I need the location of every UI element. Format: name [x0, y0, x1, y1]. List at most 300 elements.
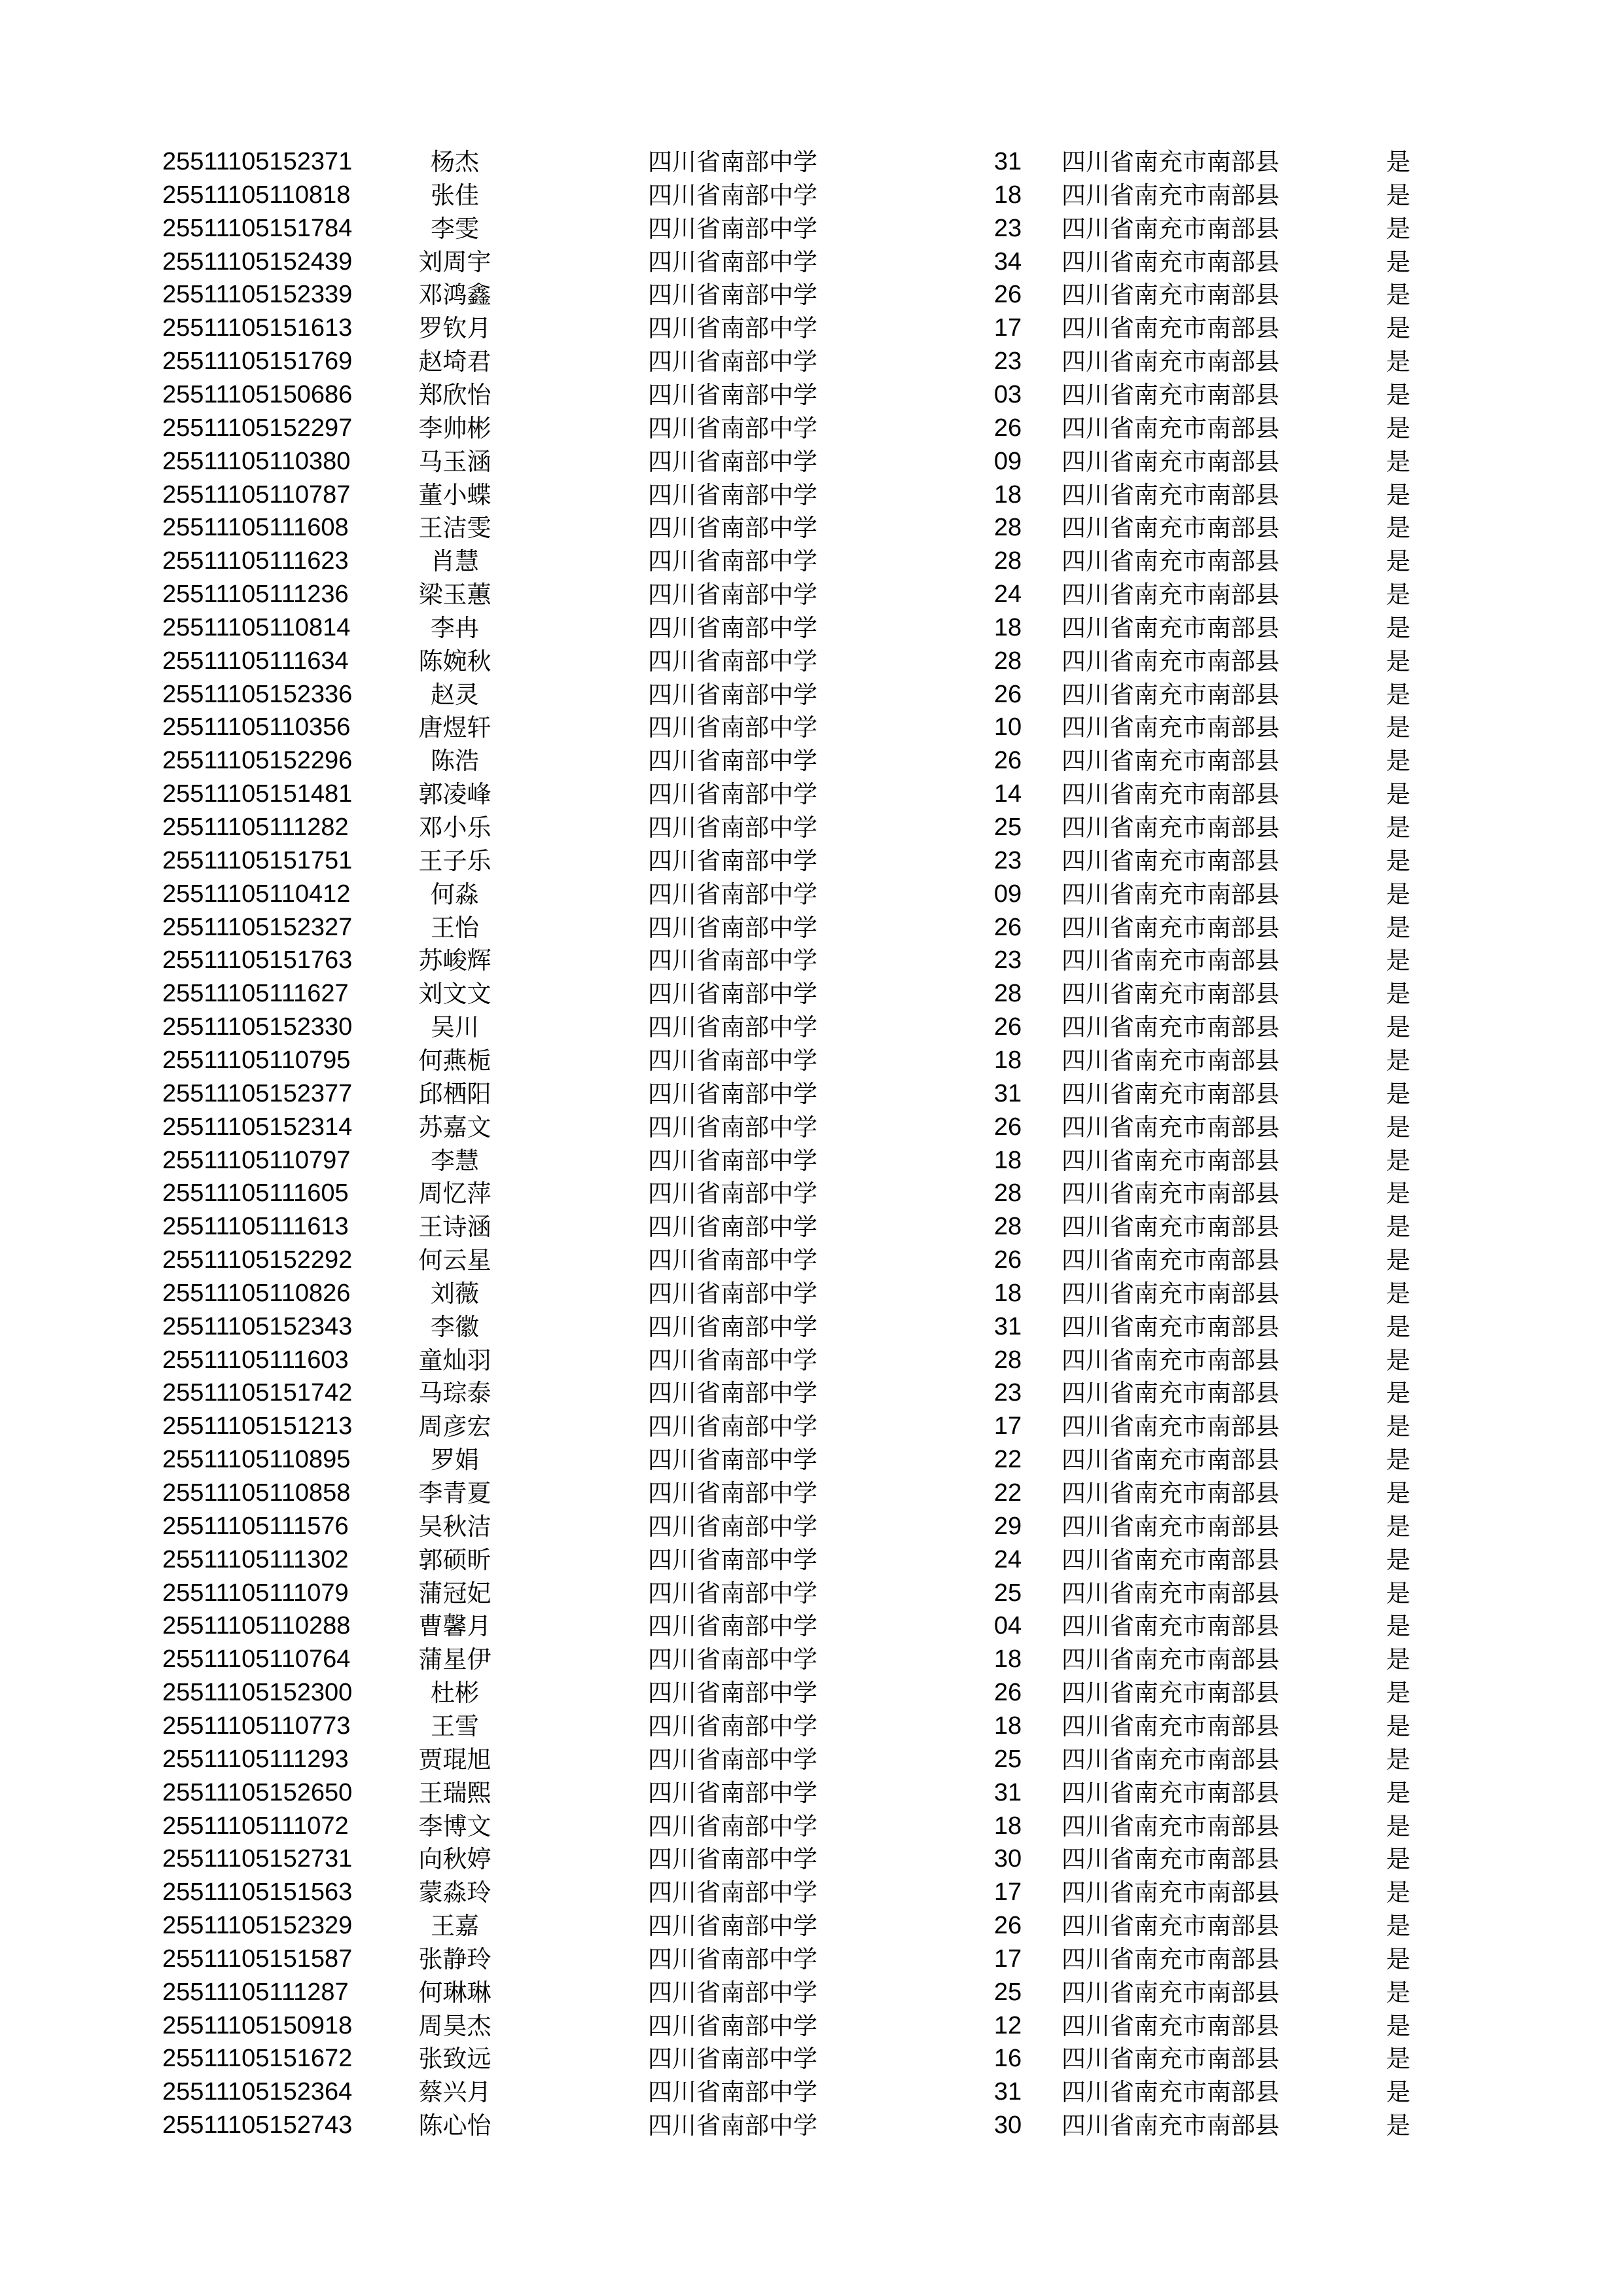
- number-cell: 23: [993, 214, 1022, 242]
- exam-number-cell: 25511105110773: [162, 1712, 351, 1740]
- school-cell: 四川省南部中学: [648, 680, 817, 709]
- table-row: [0, 1743, 1623, 1776]
- student-name-cell: 蒲冠妃: [418, 1579, 491, 1607]
- exam-number-cell: 25511105111634: [162, 647, 349, 675]
- flag-cell: 是: [1386, 1679, 1410, 1708]
- student-name-cell: 蔡兴月: [418, 2078, 491, 2107]
- number-cell: 17: [993, 1878, 1022, 1907]
- table-row: [0, 1710, 1623, 1743]
- student-name-cell: 李徽: [431, 1312, 479, 1341]
- school-cell: 四川省南部中学: [648, 946, 817, 975]
- flag-cell: 是: [1386, 1945, 1410, 1973]
- exam-number-cell: 25511105152343: [162, 1312, 353, 1340]
- student-name-cell: 何燕栀: [418, 1046, 491, 1075]
- school-cell: 四川省南部中学: [648, 713, 817, 742]
- region-cell: 四川省南充市南部县: [1061, 814, 1279, 842]
- region-cell: 四川省南充市南部县: [1061, 281, 1279, 310]
- region-cell: 四川省南充市南部县: [1061, 1013, 1279, 1042]
- student-name-cell: 李雯: [431, 214, 479, 243]
- flag-cell: 是: [1386, 1412, 1410, 1441]
- exam-number-cell: 25511105152371: [162, 148, 353, 175]
- exam-number-cell: 25511105152292: [162, 1246, 353, 1274]
- number-cell: 18: [993, 613, 1022, 641]
- exam-number-cell: 25511105111623: [162, 547, 349, 575]
- region-cell: 四川省南充市南部县: [1061, 480, 1279, 509]
- region-cell: 四川省南充市南部县: [1061, 846, 1279, 875]
- school-cell: 四川省南部中学: [648, 1845, 817, 1874]
- flag-cell: 是: [1386, 281, 1410, 310]
- region-cell: 四川省南充市南部县: [1061, 1246, 1279, 1275]
- number-cell: 28: [993, 1346, 1022, 1374]
- region-cell: 四川省南充市南部县: [1061, 1645, 1279, 1674]
- school-cell: 四川省南部中学: [648, 181, 817, 209]
- exam-number-cell: 25511105110795: [162, 1046, 351, 1074]
- table-row: [0, 1510, 1623, 1543]
- flag-cell: 是: [1386, 1912, 1410, 1941]
- region-cell: 四川省南充市南部县: [1061, 980, 1279, 1009]
- exam-number-cell: 25511105151763: [162, 946, 353, 975]
- school-cell: 四川省南部中学: [648, 2078, 817, 2107]
- number-cell: 26: [993, 680, 1022, 708]
- table-row: [0, 1609, 1623, 1643]
- student-name-cell: 郭硕昕: [418, 1545, 491, 1574]
- flag-cell: 是: [1386, 581, 1410, 609]
- student-name-cell: 刘文文: [418, 980, 491, 1009]
- number-cell: 25: [993, 814, 1022, 841]
- table-row: [0, 811, 1623, 844]
- school-cell: 四川省南部中学: [648, 1079, 817, 1108]
- region-cell: 四川省南充市南部县: [1061, 1845, 1279, 1874]
- number-cell: 24: [993, 581, 1022, 609]
- number-cell: 25: [993, 1978, 1022, 2006]
- table-row: [0, 645, 1623, 678]
- student-name-cell: 马琮泰: [418, 1379, 491, 1408]
- exam-number-cell: 25511105110858: [162, 1479, 351, 1507]
- flag-cell: 是: [1386, 1013, 1410, 1042]
- student-name-cell: 陈婉秋: [418, 647, 491, 675]
- table-row: [0, 212, 1623, 245]
- table-row: [0, 1543, 1623, 1577]
- school-cell: 四川省南部中学: [648, 1545, 817, 1574]
- table-row: [0, 711, 1623, 744]
- exam-number-cell: 25511105110814: [162, 613, 351, 641]
- number-cell: 26: [993, 281, 1022, 309]
- school-cell: 四川省南部中学: [648, 1712, 817, 1740]
- school-cell: 四川省南部中学: [648, 1945, 817, 1973]
- exam-number-cell: 25511105152300: [162, 1679, 353, 1707]
- region-cell: 四川省南充市南部县: [1061, 1778, 1279, 1807]
- table-row: [0, 678, 1623, 711]
- table-row: [0, 179, 1623, 212]
- region-cell: 四川省南充市南部县: [1061, 1046, 1279, 1075]
- number-cell: 18: [993, 1712, 1022, 1740]
- exam-number-cell: 25511105111605: [162, 1179, 349, 1208]
- flag-cell: 是: [1386, 814, 1410, 842]
- table-row: [0, 1943, 1623, 1976]
- school-cell: 四川省南部中学: [648, 247, 817, 276]
- region-cell: 四川省南充市南部县: [1061, 880, 1279, 908]
- number-cell: 28: [993, 647, 1022, 675]
- school-cell: 四川省南部中学: [648, 1679, 817, 1708]
- flag-cell: 是: [1386, 1745, 1410, 1774]
- flag-cell: 是: [1386, 1446, 1410, 1475]
- table-row: [0, 2009, 1623, 2043]
- number-cell: 17: [993, 314, 1022, 342]
- number-cell: 18: [993, 480, 1022, 509]
- number-cell: 31: [993, 1312, 1022, 1340]
- region-cell: 四川省南充市南部县: [1061, 647, 1279, 675]
- number-cell: 18: [993, 181, 1022, 209]
- number-cell: 17: [993, 1945, 1022, 1973]
- number-cell: 24: [993, 1545, 1022, 1573]
- flag-cell: 是: [1386, 1512, 1410, 1541]
- table-row: [0, 1376, 1623, 1410]
- number-cell: 23: [993, 348, 1022, 376]
- flag-cell: 是: [1386, 247, 1410, 276]
- flag-cell: 是: [1386, 1812, 1410, 1840]
- exam-number-cell: 25511105152731: [162, 1845, 353, 1873]
- number-cell: 30: [993, 2111, 1022, 2140]
- school-cell: 四川省南部中学: [648, 148, 817, 176]
- student-name-cell: 周忆萍: [418, 1179, 491, 1208]
- school-cell: 四川省南部中学: [648, 1246, 817, 1275]
- school-cell: 四川省南部中学: [648, 880, 817, 908]
- exam-number-cell: 25511105111236: [162, 581, 349, 609]
- exam-number-cell: 25511105111613: [162, 1213, 349, 1241]
- flag-cell: 是: [1386, 1978, 1410, 2007]
- student-name-cell: 邱栖阳: [418, 1079, 491, 1108]
- flag-cell: 是: [1386, 846, 1410, 875]
- student-name-cell: 王雪: [431, 1712, 479, 1740]
- region-cell: 四川省南充市南部县: [1061, 946, 1279, 975]
- flag-cell: 是: [1386, 2078, 1410, 2107]
- exam-number-cell: 25511105110764: [162, 1645, 351, 1674]
- region-cell: 四川省南充市南部县: [1061, 713, 1279, 742]
- exam-number-cell: 25511105151587: [162, 1945, 353, 1973]
- school-cell: 四川省南部中学: [648, 514, 817, 543]
- student-name-cell: 吴秋洁: [418, 1512, 491, 1541]
- student-name-cell: 周彦宏: [418, 1412, 491, 1441]
- region-cell: 四川省南充市南部县: [1061, 1346, 1279, 1374]
- table-row: [0, 2075, 1623, 2109]
- student-name-cell: 李博文: [418, 1812, 491, 1840]
- flag-cell: 是: [1386, 613, 1410, 642]
- number-cell: 23: [993, 846, 1022, 874]
- number-cell: 03: [993, 380, 1022, 408]
- school-cell: 四川省南部中学: [648, 613, 817, 642]
- table-row: [0, 1011, 1623, 1044]
- school-cell: 四川省南部中学: [648, 780, 817, 809]
- student-name-cell: 李慧: [431, 1146, 479, 1175]
- table-row: [0, 1077, 1623, 1111]
- exam-number-cell: 25511105110787: [162, 480, 351, 509]
- table-row: [0, 278, 1623, 312]
- exam-number-cell: 25511105151613: [162, 314, 353, 342]
- student-name-cell: 张静玲: [418, 1945, 491, 1973]
- student-name-cell: 向秋婷: [418, 1845, 491, 1874]
- school-cell: 四川省南部中学: [648, 1579, 817, 1607]
- student-name-cell: 董小蝶: [418, 480, 491, 509]
- table-row: [0, 545, 1623, 578]
- flag-cell: 是: [1386, 480, 1410, 509]
- student-name-cell: 蒲星伊: [418, 1645, 491, 1674]
- table-row: [0, 611, 1623, 645]
- table-row: [0, 1443, 1623, 1477]
- table-row: [0, 445, 1623, 478]
- region-cell: 四川省南充市南部县: [1061, 447, 1279, 476]
- school-cell: 四川省南部中学: [648, 1179, 817, 1208]
- exam-number-cell: 25511105152339: [162, 281, 353, 309]
- number-cell: 34: [993, 247, 1022, 276]
- region-cell: 四川省南充市南部县: [1061, 747, 1279, 776]
- region-cell: 四川省南充市南部县: [1061, 1113, 1279, 1141]
- student-name-cell: 李青夏: [418, 1479, 491, 1507]
- number-cell: 26: [993, 1013, 1022, 1041]
- student-name-cell: 周昊杰: [418, 2011, 491, 2040]
- region-cell: 四川省南充市南部县: [1061, 913, 1279, 942]
- region-cell: 四川省南充市南部县: [1061, 314, 1279, 343]
- school-cell: 四川省南部中学: [648, 1512, 817, 1541]
- student-name-cell: 王诗涵: [418, 1213, 491, 1242]
- table-row: [0, 1410, 1623, 1443]
- student-name-cell: 王嘉: [431, 1912, 479, 1941]
- school-cell: 四川省南部中学: [648, 1113, 817, 1141]
- school-cell: 四川省南部中学: [648, 1312, 817, 1341]
- exam-number-cell: 25511105152743: [162, 2111, 353, 2140]
- exam-number-cell: 25511105111287: [162, 1978, 349, 2006]
- flag-cell: 是: [1386, 647, 1410, 675]
- student-name-cell: 苏嘉文: [418, 1113, 491, 1141]
- student-name-cell: 郭凌峰: [418, 780, 491, 809]
- number-cell: 23: [993, 946, 1022, 975]
- flag-cell: 是: [1386, 780, 1410, 809]
- table-row: [0, 1210, 1623, 1244]
- flag-cell: 是: [1386, 713, 1410, 742]
- student-name-cell: 王子乐: [418, 846, 491, 875]
- exam-number-cell: 25511105111603: [162, 1346, 349, 1374]
- region-cell: 四川省南充市南部县: [1061, 1579, 1279, 1607]
- region-cell: 四川省南充市南部县: [1061, 414, 1279, 442]
- region-cell: 四川省南充市南部县: [1061, 1978, 1279, 2007]
- number-cell: 17: [993, 1412, 1022, 1441]
- flag-cell: 是: [1386, 1845, 1410, 1874]
- table-row: [0, 1577, 1623, 1610]
- flag-cell: 是: [1386, 2045, 1410, 2073]
- school-cell: 四川省南部中学: [648, 814, 817, 842]
- student-name-cell: 张致远: [418, 2045, 491, 2073]
- number-cell: 26: [993, 1679, 1022, 1707]
- school-cell: 四川省南部中学: [648, 581, 817, 609]
- table-row: [0, 1044, 1623, 1077]
- exam-number-cell: 25511105152329: [162, 1912, 353, 1940]
- table-row: [0, 1676, 1623, 1710]
- student-name-cell: 邓小乐: [418, 814, 491, 842]
- flag-cell: 是: [1386, 1712, 1410, 1740]
- table-row: [0, 1976, 1623, 2009]
- number-cell: 26: [993, 747, 1022, 775]
- exam-number-cell: 25511105111293: [162, 1745, 349, 1773]
- school-cell: 四川省南部中学: [648, 1379, 817, 1408]
- exam-number-cell: 25511105152439: [162, 247, 353, 276]
- table-row: [0, 478, 1623, 512]
- flag-cell: 是: [1386, 1279, 1410, 1308]
- region-cell: 四川省南充市南部县: [1061, 1878, 1279, 1907]
- table-row: [0, 2042, 1623, 2075]
- flag-cell: 是: [1386, 913, 1410, 942]
- table-row: [0, 977, 1623, 1011]
- school-cell: 四川省南部中学: [648, 1912, 817, 1941]
- student-name-cell: 张佳: [431, 181, 479, 209]
- student-name-cell: 赵埼君: [418, 348, 491, 376]
- school-cell: 四川省南部中学: [648, 2111, 817, 2140]
- student-name-cell: 何云星: [418, 1246, 491, 1275]
- flag-cell: 是: [1386, 414, 1410, 442]
- region-cell: 四川省南充市南部县: [1061, 1479, 1279, 1507]
- school-cell: 四川省南部中学: [648, 314, 817, 343]
- student-name-cell: 罗钦月: [418, 314, 491, 343]
- school-cell: 四川省南部中学: [648, 1479, 817, 1507]
- number-cell: 18: [993, 1046, 1022, 1074]
- flag-cell: 是: [1386, 447, 1410, 476]
- region-cell: 四川省南充市南部县: [1061, 1812, 1279, 1840]
- exam-number-cell: 25511105110818: [162, 181, 351, 209]
- student-name-cell: 何淼: [431, 880, 479, 908]
- school-cell: 四川省南部中学: [648, 214, 817, 243]
- exam-number-cell: 25511105151672: [162, 2045, 353, 2073]
- flag-cell: 是: [1386, 1113, 1410, 1141]
- school-cell: 四川省南部中学: [648, 913, 817, 942]
- exam-number-cell: 25511105151769: [162, 348, 353, 376]
- region-cell: 四川省南充市南部县: [1061, 780, 1279, 809]
- flag-cell: 是: [1386, 514, 1410, 543]
- flag-cell: 是: [1386, 1346, 1410, 1374]
- number-cell: 26: [993, 414, 1022, 442]
- flag-cell: 是: [1386, 1645, 1410, 1674]
- table-row: [0, 1111, 1623, 1144]
- student-name-cell: 王洁雯: [418, 514, 491, 543]
- student-name-cell: 蒙淼玲: [418, 1878, 491, 1907]
- region-cell: 四川省南充市南部县: [1061, 1545, 1279, 1574]
- number-cell: 10: [993, 713, 1022, 742]
- school-cell: 四川省南部中学: [648, 547, 817, 576]
- table-row: [0, 345, 1623, 378]
- school-cell: 四川省南部中学: [648, 1346, 817, 1374]
- number-cell: 22: [993, 1446, 1022, 1474]
- student-name-cell: 曹馨月: [418, 1612, 491, 1641]
- student-name-cell: 梁玉蕙: [418, 581, 491, 609]
- number-cell: 16: [993, 2045, 1022, 2073]
- region-cell: 四川省南充市南部县: [1061, 148, 1279, 176]
- exam-number-cell: 25511105110895: [162, 1446, 351, 1474]
- flag-cell: 是: [1386, 1479, 1410, 1507]
- region-cell: 四川省南充市南部县: [1061, 680, 1279, 709]
- student-name-cell: 贾琨旭: [418, 1745, 491, 1774]
- student-name-cell: 马玉涵: [418, 447, 491, 476]
- number-cell: 18: [993, 1146, 1022, 1174]
- exam-number-cell: 25511105110412: [162, 880, 351, 908]
- region-cell: 四川省南充市南部县: [1061, 1679, 1279, 1708]
- number-cell: 26: [993, 1912, 1022, 1940]
- exam-number-cell: 25511105152364: [162, 2078, 353, 2106]
- flag-cell: 是: [1386, 314, 1410, 343]
- table-row: [0, 1144, 1623, 1177]
- student-name-cell: 陈心怡: [418, 2111, 491, 2140]
- number-cell: 28: [993, 980, 1022, 1008]
- region-cell: 四川省南充市南部县: [1061, 1312, 1279, 1341]
- exam-number-cell: 25511105111302: [162, 1545, 349, 1573]
- number-cell: 31: [993, 1778, 1022, 1806]
- region-cell: 四川省南充市南部县: [1061, 1612, 1279, 1641]
- school-cell: 四川省南部中学: [648, 447, 817, 476]
- region-cell: 四川省南充市南部县: [1061, 2078, 1279, 2107]
- student-name-cell: 王瑞熙: [418, 1778, 491, 1807]
- school-cell: 四川省南部中学: [648, 480, 817, 509]
- region-cell: 四川省南充市南部县: [1061, 613, 1279, 642]
- school-cell: 四川省南部中学: [648, 1013, 817, 1042]
- student-name-cell: 唐煜轩: [418, 713, 491, 742]
- school-cell: 四川省南部中学: [648, 1745, 817, 1774]
- number-cell: 25: [993, 1579, 1022, 1607]
- exam-number-cell: 25511105152297: [162, 414, 353, 442]
- flag-cell: 是: [1386, 1213, 1410, 1242]
- student-name-cell: 李帅彬: [418, 414, 491, 442]
- table-row: [0, 911, 1623, 944]
- flag-cell: 是: [1386, 880, 1410, 908]
- table-row: [0, 1876, 1623, 1909]
- table-row: [0, 1909, 1623, 1943]
- region-cell: 四川省南充市南部县: [1061, 514, 1279, 543]
- number-cell: 26: [993, 913, 1022, 941]
- student-name-cell: 赵灵: [431, 680, 479, 709]
- number-cell: 31: [993, 2078, 1022, 2106]
- number-cell: 28: [993, 514, 1022, 542]
- school-cell: 四川省南部中学: [648, 1412, 817, 1441]
- flag-cell: 是: [1386, 380, 1410, 409]
- student-name-cell: 刘周宇: [418, 247, 491, 276]
- number-cell: 18: [993, 1812, 1022, 1840]
- region-cell: 四川省南充市南部县: [1061, 1512, 1279, 1541]
- flag-cell: 是: [1386, 1579, 1410, 1607]
- table-row: [0, 312, 1623, 345]
- flag-cell: 是: [1386, 946, 1410, 975]
- flag-cell: 是: [1386, 2011, 1410, 2040]
- table-row: [0, 1244, 1623, 1277]
- school-cell: 四川省南部中学: [648, 1046, 817, 1075]
- table-row: [0, 844, 1623, 878]
- number-cell: 22: [993, 1479, 1022, 1507]
- flag-cell: 是: [1386, 547, 1410, 576]
- table-row: [0, 1776, 1623, 1810]
- school-cell: 四川省南部中学: [648, 2011, 817, 2040]
- student-name-cell: 郑欣怡: [418, 380, 491, 409]
- school-cell: 四川省南部中学: [648, 380, 817, 409]
- school-cell: 四川省南部中学: [648, 1279, 817, 1308]
- student-name-cell: 罗娟: [431, 1446, 479, 1475]
- number-cell: 04: [993, 1612, 1022, 1640]
- student-name-cell: 邓鸿鑫: [418, 281, 491, 310]
- exam-number-cell: 25511105151213: [162, 1412, 353, 1441]
- flag-cell: 是: [1386, 1312, 1410, 1341]
- region-cell: 四川省南充市南部县: [1061, 2111, 1279, 2140]
- number-cell: 09: [993, 880, 1022, 908]
- student-name-cell: 陈浩: [431, 747, 479, 776]
- exam-number-cell: 25511105150918: [162, 2011, 353, 2039]
- flag-cell: 是: [1386, 980, 1410, 1009]
- number-cell: 26: [993, 1113, 1022, 1141]
- number-cell: 18: [993, 1645, 1022, 1674]
- exam-number-cell: 25511105111576: [162, 1512, 349, 1540]
- exam-number-cell: 25511105110288: [162, 1612, 351, 1640]
